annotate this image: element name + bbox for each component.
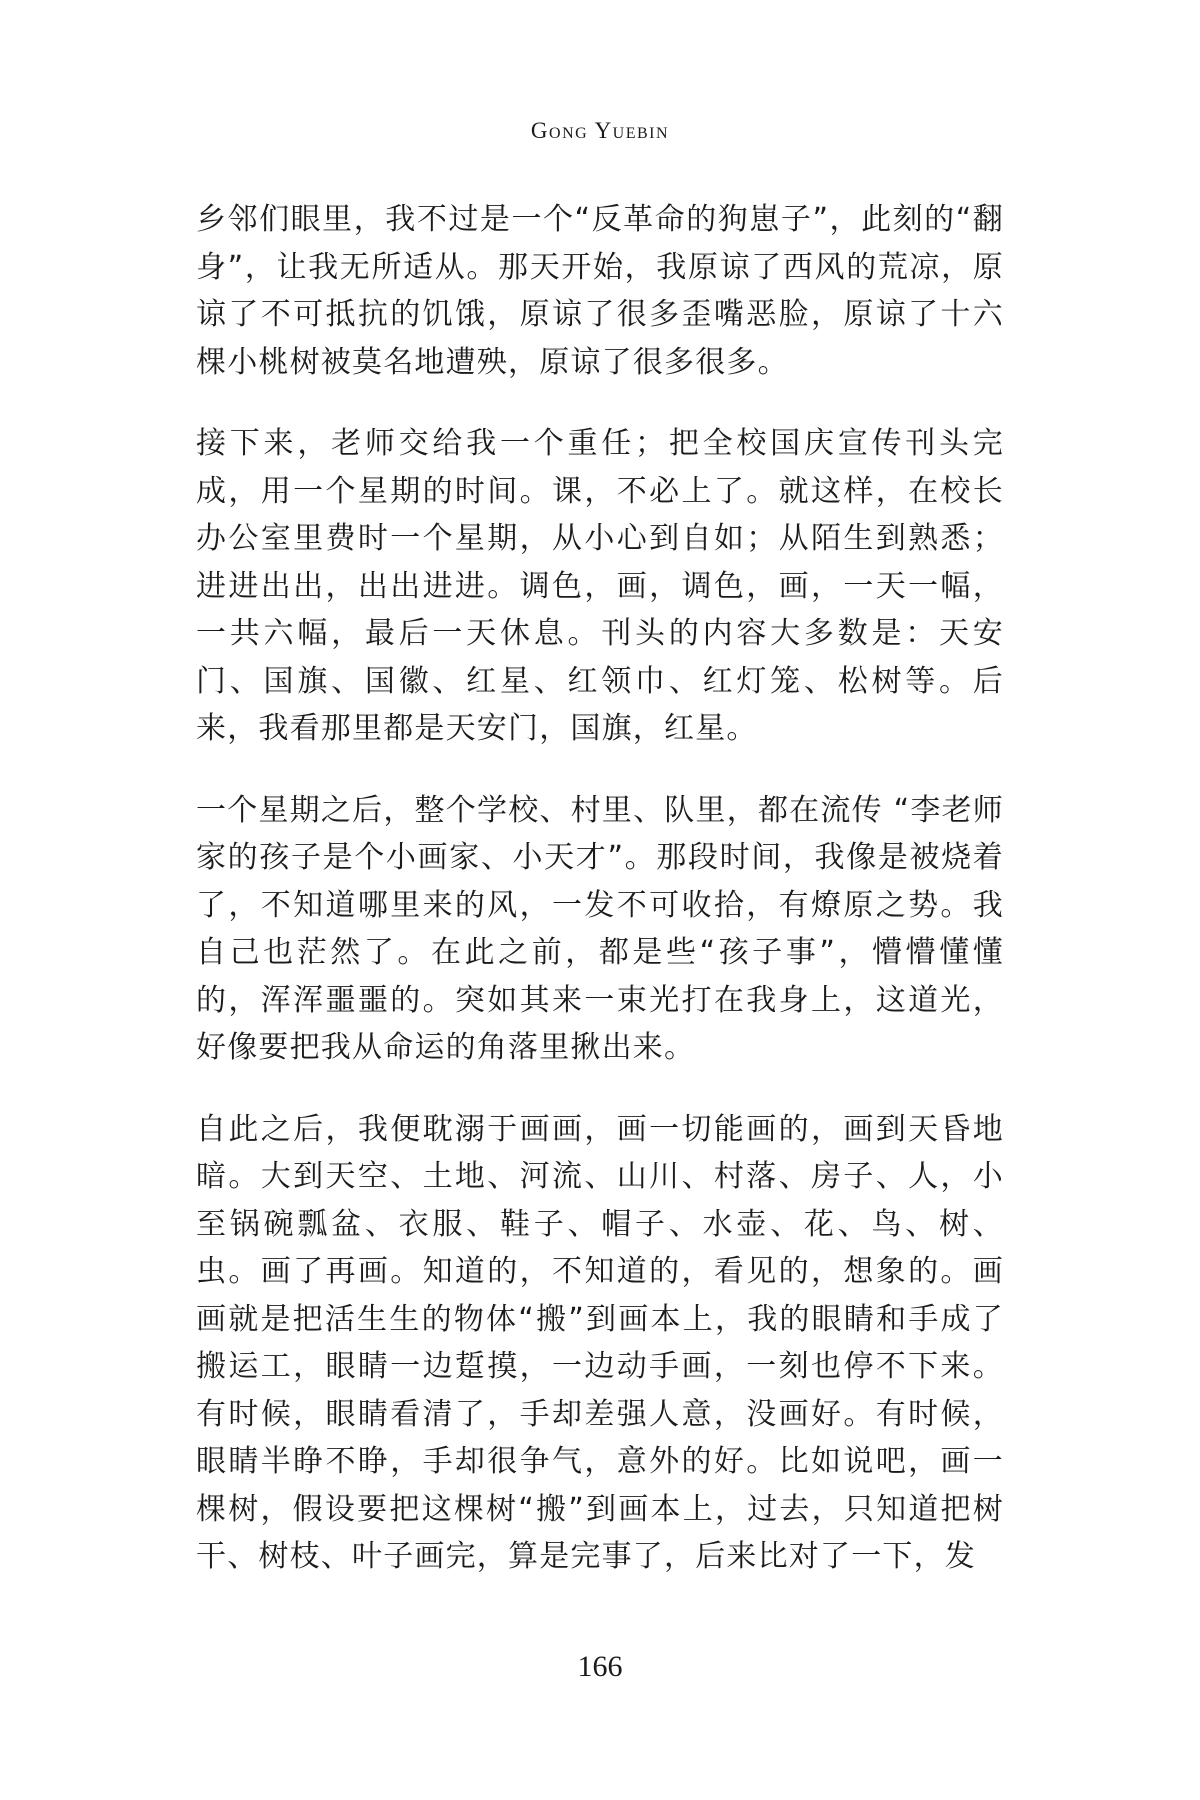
- body-text: [196, 196, 1004, 1615]
- paragraph-4: 自此之后，我便耽溺于画画，画一切能画的，画到天昏地暗。大到天空、土地、河流、山川、村落、房子、人，小至锅碗瓢盆、衣服、鞋子、帽子、水壶、花、鸟、树、虫。画了再画。知道的，不知道的，看见的，想象的。画画就是把活生生的物体“搬”到画本上，我的眼睛和手成了搬运工，眼睛一边踅摸，一边动手画，一刻也停不下来。有时候，眼睛看清了，手却差强人意，没画好。有时候，眼睛半睁不睁，手却很争气，意外的好。比如说吧，画一棵树，假设要把这棵树“搬”到画本上，过去，只知道把树干、树枝、叶子画完，算是完事了，后来比对了一下，发: [196, 1111, 1004, 1574]
- paragraph-3: 一个星期之后，整个学校、村里、队里，都在流传 “李老师家的孩子是个小画家、小天才”。那段时间，我像是被烧着了，不知道哪里来的风，一发不可收拾，有燎原之势。我自己也茫然了。在此之前，都是些“孩子事”，懵懵懂懂的，浑浑噩噩的。突如其来一束光打在我身上，这道光，好像要把我从命运的角落里揪出来。: [196, 792, 1004, 1065]
- paragraph-2: 接下来，老师交给我一个重任；把全校国庆宣传刊头完成，用一个星期的时间。课，不必上了。就这样，在校长办公室里费时一个星期，从小心到自如；从陌生到熟悉；进进出出，出出进进。调色，画，调色，画，一天一幅，一共六幅，最后一天休息。刊头的内容大多数是：天安门、国旗、国徽、红星、红领巾、红灯笼、松树等。后来，我看那里都是天安门，国旗，红星。: [196, 426, 1004, 746]
- paragraph-1: 乡邻们眼里，我不过是一个“反革命的狗崽子”，此刻的“翻身”，让我无所适从。那天开始，我原谅了西风的荒凉，原谅了不可抵抗的饥饿，原谅了很多歪嘴恶脸，原谅了十六棵小桃树被莫名地遭殃，原谅了很多很多。: [196, 202, 1004, 380]
- running-head: Gong Yuebin: [530, 118, 670, 143]
- page-number: 166: [577, 1650, 623, 1683]
